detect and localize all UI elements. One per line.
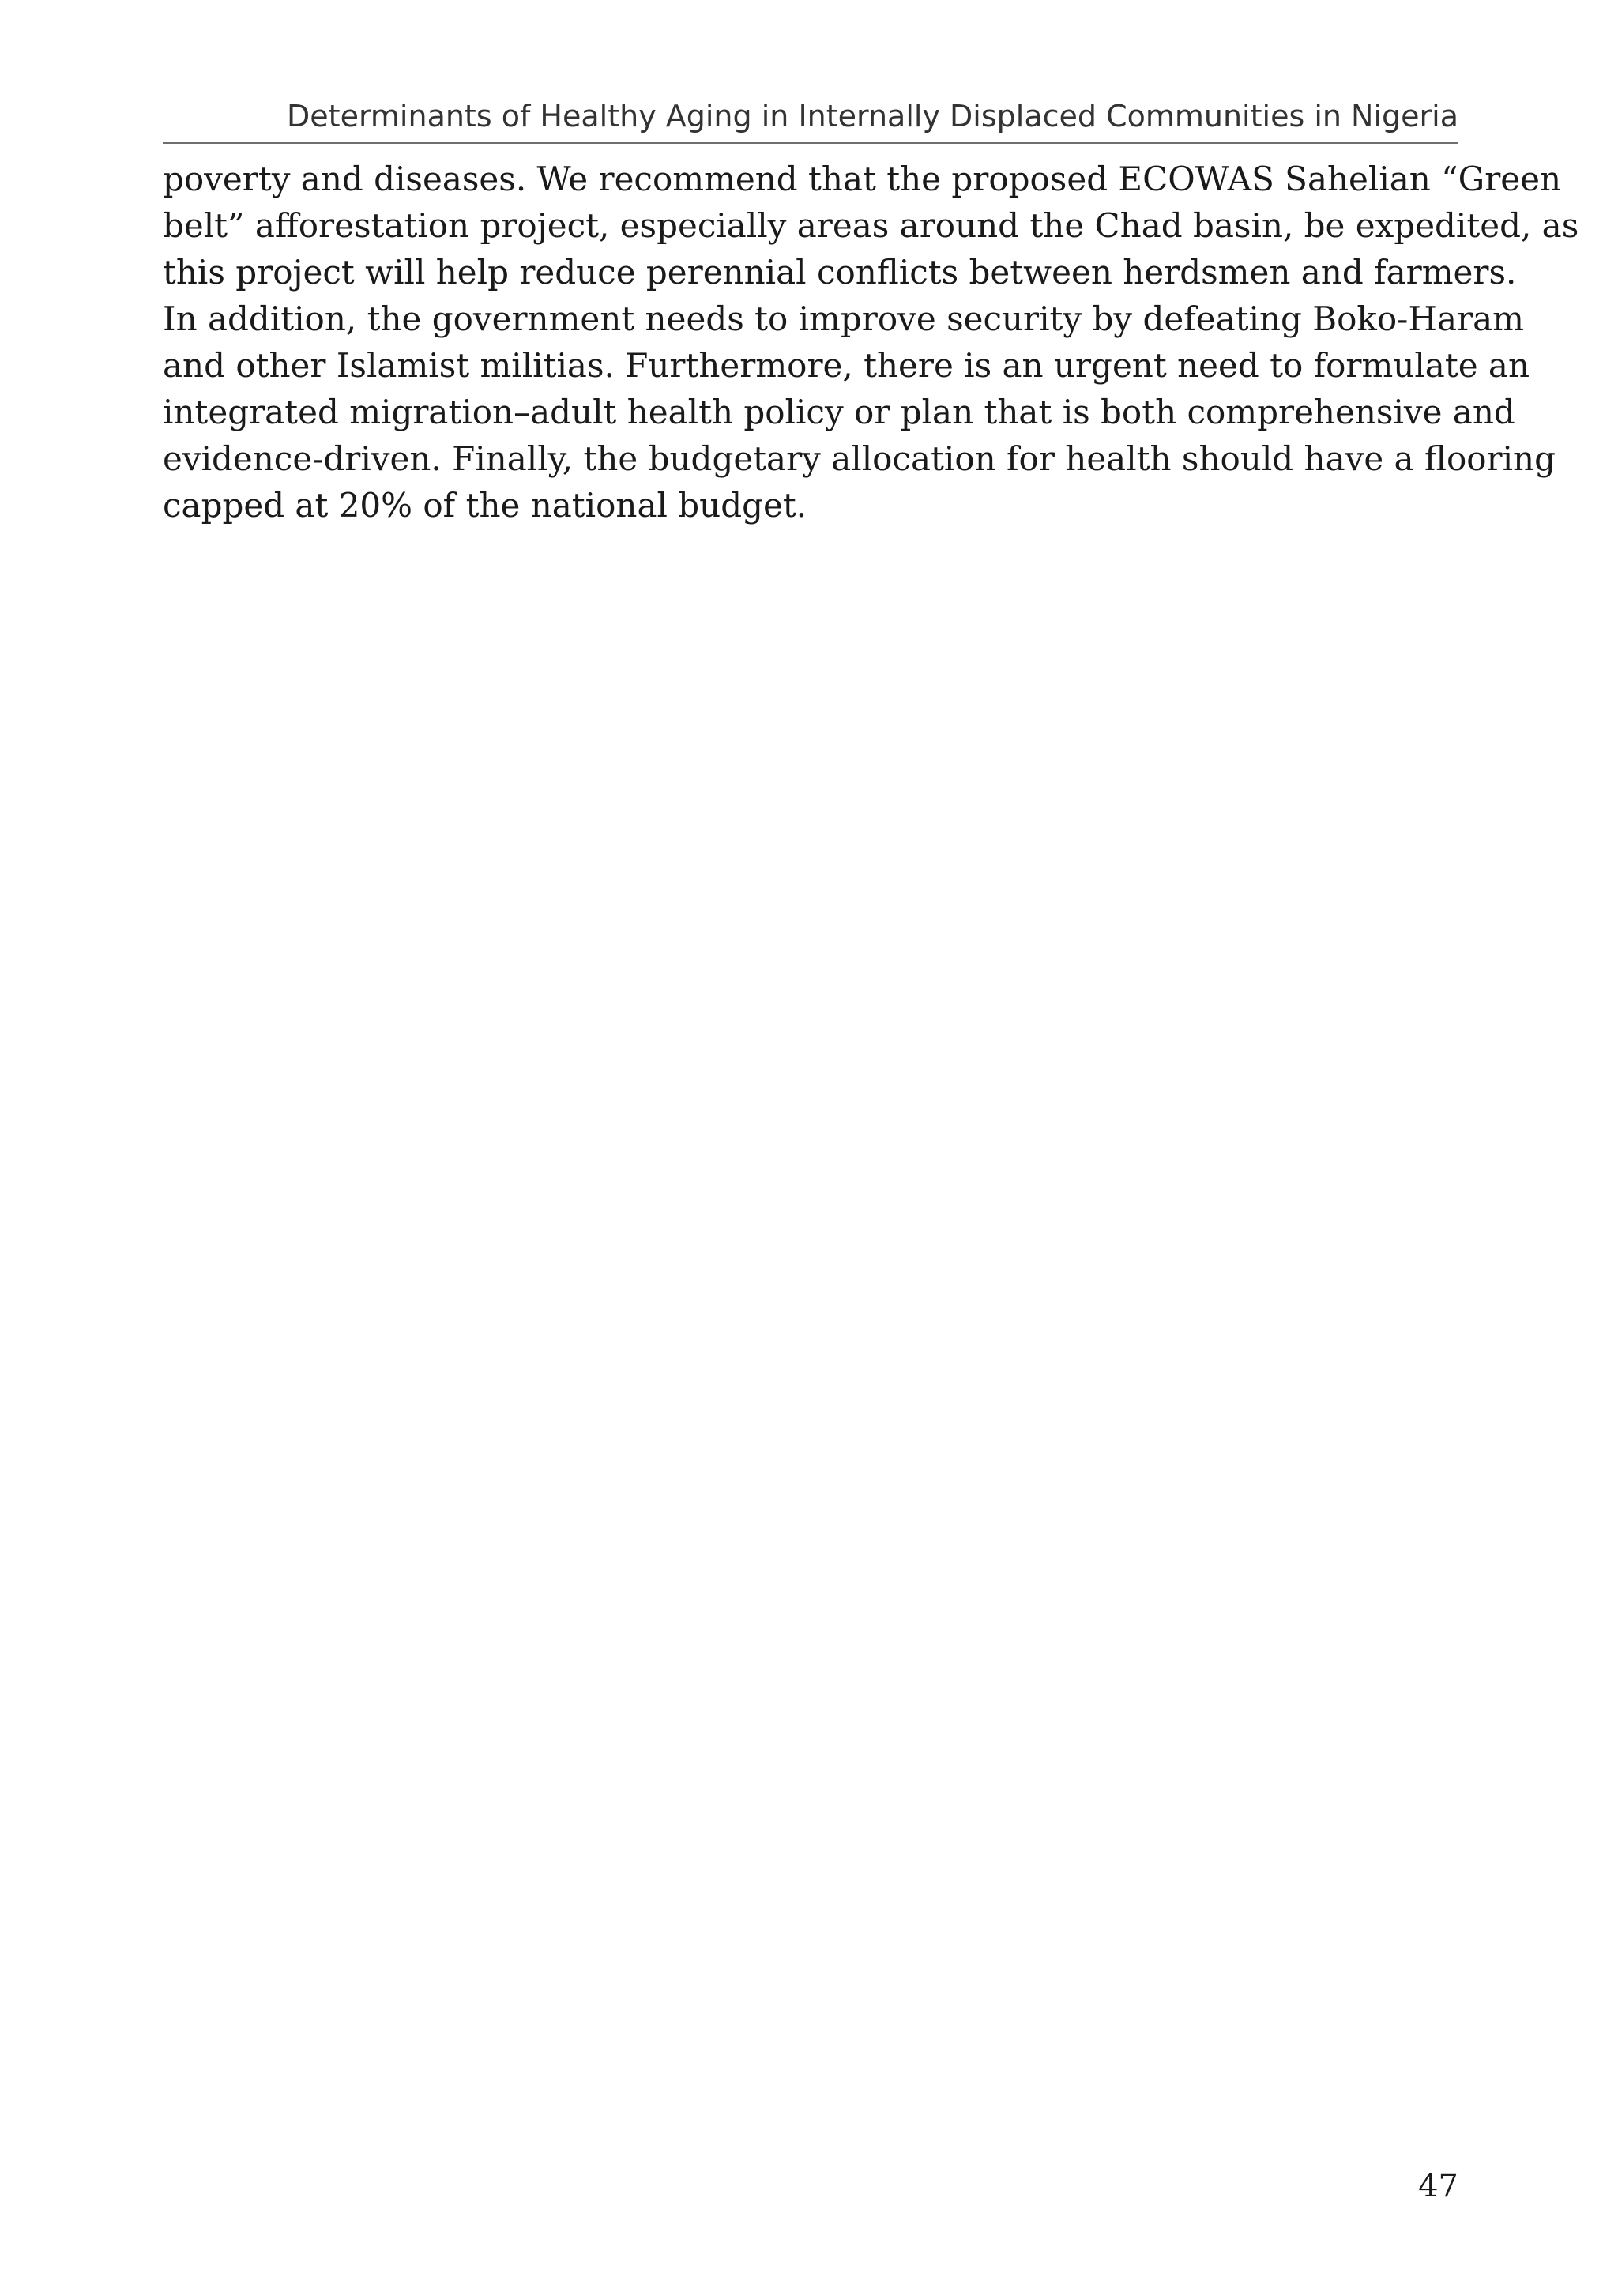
paragraph-line: capped at 20% of the national budget. [163,486,807,525]
paragraph-line: In addition, the government needs to improve security by defeating Boko-Haram [163,299,1524,338]
paragraph-line: belt” afforestation project, especially areas around the Chad basin, be expedited, as [163,206,1579,245]
paragraph-line: evidence-driven. Finally, the budgetary allocation for health should have a flooring [163,439,1556,478]
header-rule [163,142,1458,144]
paragraph-line: and other Islamist militias. Furthermore, there is an urgent need to formulate an [163,346,1530,385]
body-paragraph [163,156,1579,529]
page-number: 47 [1418,2168,1458,2204]
running-header: Determinants of Healthy Aging in Internally Displaced Communities in Nigeria [287,99,1458,134]
paragraph-line: this project will help reduce perennial conflicts between herdsmen and farmers. [163,253,1517,292]
paragraph-line: poverty and diseases. We recommend that the proposed ECOWAS Sahelian “Green [163,160,1562,198]
paragraph-line: integrated migration–adult health policy or plan that is both comprehensive and [163,393,1515,431]
